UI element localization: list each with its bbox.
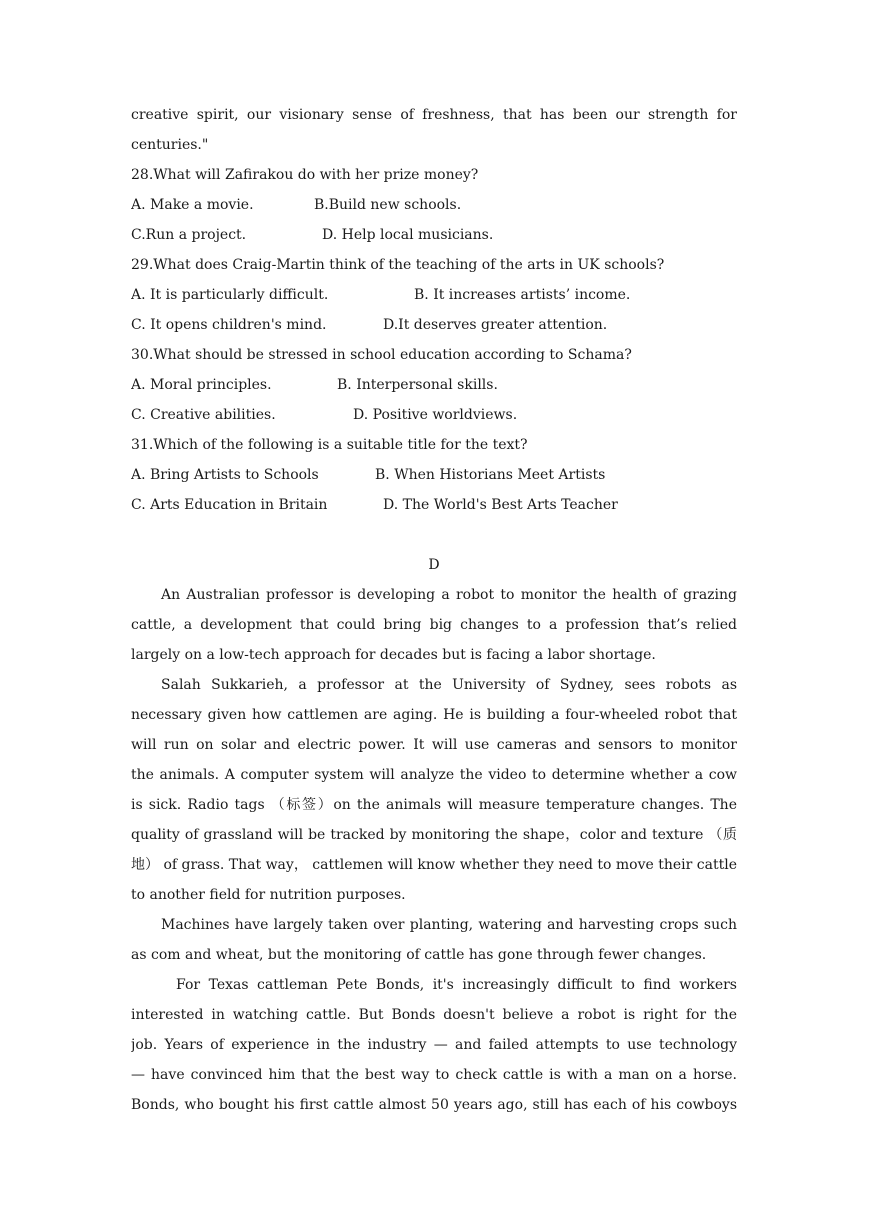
paragraph-line: quality of grassland will be tracked by monitoring the shape，color and texture （质 <box>131 827 737 843</box>
section-heading: D <box>428 557 440 573</box>
intro-line: centuries." <box>131 137 209 153</box>
paragraph-line: 地） of grass. That way， cattlemen will know whether they need to move their cattle <box>131 857 737 873</box>
intro-line: creative spirit, our visionary sense of freshness, that has been our strength for <box>131 107 737 123</box>
options-row <box>131 400 737 430</box>
paragraph-line: as com and wheat, but the monitoring of cattle has gone through fewer changes. <box>131 947 707 963</box>
paragraph-line: For Texas cattleman Pete Bonds, it's increasingly difficult to find workers <box>176 977 737 993</box>
options-row <box>131 490 737 520</box>
document-page <box>131 100 737 1120</box>
option: D. Positive worldviews. <box>353 407 518 423</box>
options-row <box>131 310 737 340</box>
options-row <box>131 370 737 400</box>
paragraph-line: interested in watching cattle. But Bonds doesn't believe a robot is right for the <box>131 1007 737 1023</box>
option: A. Moral principles. <box>131 377 272 393</box>
paragraph-line: cattle, a development that could bring big changes to a profession that’s relied <box>131 617 737 633</box>
option: B. When Historians Meet Artists <box>375 467 606 483</box>
paragraph-line: An Australian professor is developing a robot to monitor the health of grazing <box>161 587 737 603</box>
option: D. The World's Best Arts Teacher <box>383 497 618 513</box>
options-row <box>131 190 737 220</box>
options-row <box>131 460 737 490</box>
options-row <box>131 280 737 310</box>
paragraph-line: is sick. Radio tags （标签）on the animals will measure temperature changes. The <box>131 797 737 813</box>
option: B. It increases artists’ income. <box>414 287 631 303</box>
option: C. Arts Education in Britain <box>131 497 328 513</box>
paragraph-line: — have convinced him that the best way to check cattle is with a man on a horse. <box>131 1067 737 1083</box>
paragraph-line: to another field for nutrition purposes. <box>131 887 406 903</box>
option: C.Run a project. <box>131 227 247 243</box>
paragraph-line: Bonds, who bought his first cattle almost 50 years ago, still has each of his cowboys <box>131 1097 737 1113</box>
paragraph-line: Machines have largely taken over planting, watering and harvesting crops such <box>161 917 737 933</box>
option: C. Creative abilities. <box>131 407 276 423</box>
options-row <box>131 220 737 250</box>
paragraph-line: necessary given how cattlemen are aging. He is building a four-wheeled robot that <box>131 707 737 723</box>
paragraph-line: the animals. A computer system will analyze the video to determine whether a cow <box>131 767 737 783</box>
question-stem: 30.What should be stressed in school education according to Schama? <box>131 347 632 363</box>
option: A. Bring Artists to Schools <box>131 467 319 483</box>
question-stem: 28.What will Zafirakou do with her prize money? <box>131 167 479 183</box>
paragraph-line: Salah Sukkarieh, a professor at the University of Sydney, sees robots as <box>161 677 737 693</box>
option: A. It is particularly difficult. <box>131 287 329 303</box>
paragraph-line: job. Years of experience in the industry — and failed attempts to use technology <box>131 1037 737 1053</box>
option: C. It opens children's mind. <box>131 317 327 333</box>
option: D.It deserves greater attention. <box>383 317 608 333</box>
paragraph-line: will run on solar and electric power. It will use cameras and sensors to monitor <box>131 737 737 753</box>
question-stem: 31.Which of the following is a suitable title for the text? <box>131 437 528 453</box>
option: A. Make a movie. <box>131 197 254 213</box>
paragraph-line: largely on a low-tech approach for decades but is facing a labor shortage. <box>131 647 656 663</box>
option: D. Help local musicians. <box>322 227 494 243</box>
option: B. Interpersonal skills. <box>337 377 498 393</box>
option: B.Build new schools. <box>314 197 462 213</box>
question-stem: 29.What does Craig-Martin think of the teaching of the arts in UK schools? <box>131 257 665 273</box>
